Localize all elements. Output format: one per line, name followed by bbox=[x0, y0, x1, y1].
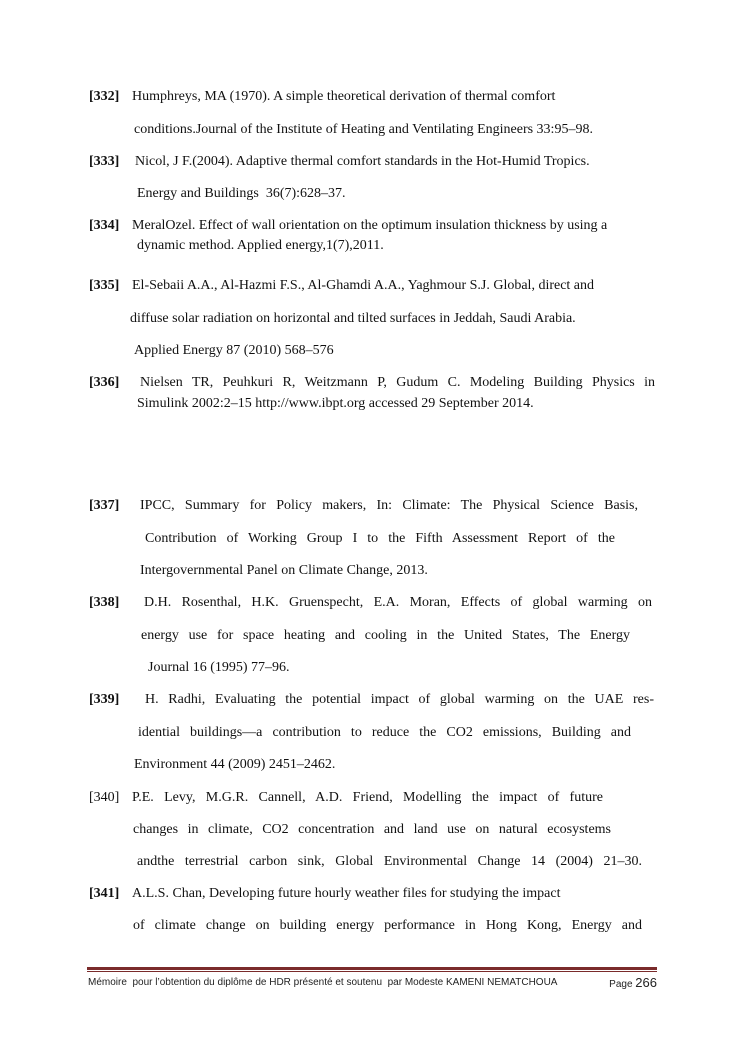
reference-number: [338] bbox=[89, 595, 120, 610]
reference-line: El-Sebaii A.A., Al-Hazmi F.S., Al-Ghamdi A.A., Yaghmour S.J. Global, direct and bbox=[132, 278, 595, 293]
reference-number: [332] bbox=[89, 89, 120, 104]
reference-line: A.L.S. Chan, Developing future hourly weather files for studying the impact bbox=[132, 886, 561, 901]
reference-line: IPCC, Summary for Policy makers, In: Climate: The Physical Science Basis, bbox=[140, 498, 638, 513]
reference-number: [340] bbox=[89, 790, 120, 805]
reference-line: Simulink 2002:2–15 http://www.ibpt.org accessed 29 September 2014. bbox=[137, 396, 534, 411]
reference-line: Environment 44 (2009) 2451–2462. bbox=[134, 757, 336, 772]
reference-line: D.H. Rosenthal, H.K. Gruenspecht, E.A. Moran, Effects of global warming on bbox=[144, 595, 652, 610]
reference-line: Contribution of Working Group I to the Fifth Assessment Report of the bbox=[145, 531, 615, 546]
reference-number: [337] bbox=[89, 498, 120, 513]
page-indicator bbox=[609, 975, 657, 990]
reference-number: [334] bbox=[89, 218, 120, 233]
reference-line: H. Radhi, Evaluating the potential impact of global warming on the UAE res- bbox=[145, 692, 654, 707]
reference-number: [333] bbox=[89, 154, 120, 169]
reference-line: changes in climate, CO2 concentration and land use on natural ecosystems bbox=[133, 822, 611, 837]
reference-line: Energy and Buildings 36(7):628–37. bbox=[137, 186, 346, 201]
page-label: Page bbox=[609, 979, 633, 990]
footer-text: Mémoire pour l’obtention du diplôme de HDR présenté et soutenu par Modeste KAMENI NEMATCHOUA bbox=[88, 977, 558, 988]
reference-line: diffuse solar radiation on horizontal and tilted surfaces in Jeddah, Saudi Arabia. bbox=[130, 311, 576, 326]
reference-number: [335] bbox=[89, 278, 120, 293]
reference-line: Journal 16 (1995) 77–96. bbox=[148, 660, 290, 675]
reference-line: MeralOzel. Effect of wall orientation on the optimum insulation thickness by using a bbox=[132, 218, 608, 233]
reference-line: P.E. Levy, M.G.R. Cannell, A.D. Friend, Modelling the impact of future bbox=[132, 790, 603, 805]
reference-line: energy use for space heating and cooling in the United States, The Energy bbox=[141, 628, 630, 643]
reference-line: Applied Energy 87 (2010) 568–576 bbox=[134, 343, 334, 358]
reference-line: andthe terrestrial carbon sink, Global Environmental Change 14 (2004) 21–30. bbox=[137, 854, 642, 869]
reference-line: Intergovernmental Panel on Climate Change, 2013. bbox=[140, 563, 428, 578]
reference-line: of climate change on building energy performance in Hong Kong, Energy and bbox=[133, 918, 642, 933]
reference-line: Nicol, J F.(2004). Adaptive thermal comfort standards in the Hot-Humid Tropics. bbox=[135, 154, 590, 169]
reference-line: idential buildings—a contribution to reduce the CO2 emissions, Building and bbox=[138, 725, 631, 740]
reference-line: Nielsen TR, Peuhkuri R, Weitzmann P, Gudum C. Modeling Building Physics in bbox=[140, 375, 655, 390]
reference-line: conditions.Journal of the Institute of Heating and Ventilating Engineers 33:95–98. bbox=[134, 122, 593, 137]
footer-rule-thick bbox=[87, 967, 657, 970]
reference-line: Humphreys, MA (1970). A simple theoretical derivation of thermal comfort bbox=[132, 89, 556, 104]
footer-rule-thin bbox=[87, 971, 657, 972]
reference-line: dynamic method. Applied energy,1(7),2011. bbox=[137, 238, 384, 253]
page-number: 266 bbox=[635, 975, 657, 990]
reference-number: [339] bbox=[89, 692, 120, 707]
reference-number: [336] bbox=[89, 375, 120, 390]
reference-number: [341] bbox=[89, 886, 120, 901]
